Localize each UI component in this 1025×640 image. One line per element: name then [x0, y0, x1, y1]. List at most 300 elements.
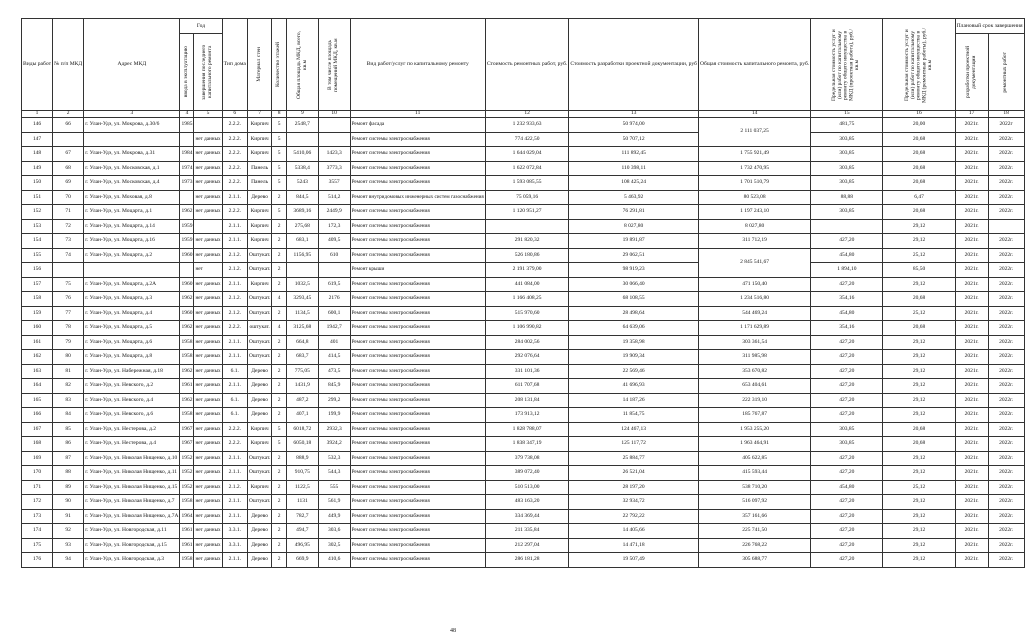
year-last-repair-cell: нет данных [194, 451, 222, 466]
work-type-cell: Ремонт системы электроснабжения [350, 553, 485, 568]
limit-cost-design-cell: 427,20 [811, 277, 883, 292]
house-type-cell: 2.2.2. [222, 132, 247, 147]
limit-cost-design-cell: 303,85 [811, 437, 883, 452]
premises-area-cell: 401 [318, 335, 350, 350]
deadline-design-cell: 2021г. [955, 495, 988, 510]
limit-cost-repair-cell: 29,12 [883, 509, 955, 524]
limit-cost-design-cell: 303,85 [811, 176, 883, 191]
year-last-repair-cell: нет данных [194, 335, 222, 350]
address-cell: г. Улан-Удэ, ул. Моцарта, д.2А [84, 277, 180, 292]
work-type-cell: Ремонт системы электроснабжения [350, 161, 485, 176]
deadline-repair-cell: 2022г. [988, 190, 1024, 205]
floors-cell: 2 [272, 248, 287, 263]
address-cell: г. Улан-Удэ, ул. Новгородская, д.15 [84, 538, 180, 553]
premises-area-cell: 845,9 [318, 379, 350, 394]
column-number: 1 [22, 111, 53, 118]
total-cost-cell: 1 171 629,89 [698, 321, 810, 336]
year-commissioned-cell: 1958 [180, 495, 194, 510]
total-cost-cell: 1 234 516,80 [698, 292, 810, 307]
design-cost-cell: 19 891,87 [569, 234, 699, 249]
floors-cell: 4 [272, 292, 287, 307]
limit-cost-design-cell: 427,20 [811, 234, 883, 249]
header-design-cost: Стоимость разработки проектной документации, руб [569, 19, 699, 111]
limit-cost-design-cell: 454,80 [811, 248, 883, 263]
premises-area-cell: 561,9 [318, 495, 350, 510]
premises-area-cell: 514,2 [318, 190, 350, 205]
total-area-cell: 1032,5 [286, 277, 318, 292]
floors-cell: 2 [272, 495, 287, 510]
total-area-cell: 6018,72 [286, 422, 318, 437]
header-year-group: Год [180, 19, 222, 34]
deadline-repair-cell: 2022г. [988, 205, 1024, 220]
header-year-commissioned: ввода в эксплуатацию [180, 34, 194, 111]
repair-cost-cell: 331 101,36 [485, 364, 569, 379]
house-type-cell: 2.1.1. [222, 509, 247, 524]
row-number: 162 [22, 350, 53, 365]
row-number: 150 [22, 176, 53, 191]
limit-cost-repair-cell: 29,12 [883, 379, 955, 394]
design-cost-cell: 110 398,11 [569, 161, 699, 176]
row-number: 147 [22, 132, 53, 147]
deadline-design-cell: 2021г. [955, 364, 988, 379]
limit-cost-repair-cell: 6,47 [883, 190, 955, 205]
limit-cost-design-cell: 427,20 [811, 451, 883, 466]
repair-cost-cell: 211 335,84 [485, 524, 569, 539]
work-type-cell: Ремонт внутридомовых инженерных систем газоснабжения [350, 190, 485, 205]
year-last-repair-cell: нет данных [194, 306, 222, 321]
design-cost-cell: 50 707,12 [569, 132, 699, 147]
work-type-cell: Ремонт системы электроснабжения [350, 335, 485, 350]
design-cost-cell: 76 291,81 [569, 205, 699, 220]
address-cell: г. Улан-Удэ, ул. Новгородская, д.3 [84, 553, 180, 568]
premises-area-cell: 2449,9 [318, 205, 350, 220]
table-row [22, 292, 1025, 307]
total-cost-cell: 80 523,08 [698, 190, 810, 205]
mkd-number: 74 [53, 248, 84, 263]
work-type-cell: Ремонт системы электроснабжения [350, 495, 485, 510]
limit-cost-repair-cell: 20,68 [883, 161, 955, 176]
deadline-design-cell: 2021г. [955, 480, 988, 495]
repair-cost-cell [485, 219, 569, 234]
total-cost-cell: 1 197 243,10 [698, 205, 810, 220]
wall-material-cell: Кирпич [247, 437, 272, 452]
year-last-repair-cell: нет данных [194, 364, 222, 379]
header-address: Адрес МКД [84, 19, 180, 111]
wall-material-cell: Оштукат. [247, 292, 272, 307]
work-type-cell: Ремонт системы электроснабжения [350, 393, 485, 408]
limit-cost-design-cell: 303,85 [811, 132, 883, 147]
mkd-number: 94 [53, 553, 84, 568]
deadline-repair-cell: 2022г. [988, 350, 1024, 365]
design-cost-cell: 25 884,77 [569, 451, 699, 466]
row-number: 165 [22, 393, 53, 408]
limit-cost-repair-cell: 20,68 [883, 437, 955, 452]
wall-material-cell: Дерево [247, 379, 272, 394]
house-type-cell: 2.2.2. [222, 437, 247, 452]
year-last-repair-cell: нет данных [194, 190, 222, 205]
repair-cost-cell: 1 166 408,25 [485, 292, 569, 307]
deadline-repair-cell: 2022г. [988, 553, 1024, 568]
work-type-cell: Ремонт системы электроснабжения [350, 219, 485, 234]
deadline-design-cell: 2021г. [955, 422, 988, 437]
total-area-cell: 775,05 [286, 364, 318, 379]
year-last-repair-cell: нет данных [194, 422, 222, 437]
total-area-cell: 487,2 [286, 393, 318, 408]
repair-cost-cell: 1 828 788,07 [485, 422, 569, 437]
total-cost-cell: 544 469,24 [698, 306, 810, 321]
total-area-cell: 6050,18 [286, 437, 318, 452]
total-area-cell: 3125,68 [286, 321, 318, 336]
work-type-cell: Ремонт системы электроснабжения [350, 277, 485, 292]
address-cell [84, 132, 180, 147]
total-cost-cell: 225 741,50 [698, 524, 810, 539]
premises-area-cell [318, 132, 350, 147]
year-last-repair-cell: нет данных [194, 147, 222, 162]
header-house-type: Тип дома [222, 19, 247, 111]
total-area-cell: 910,75 [286, 466, 318, 481]
limit-cost-design-cell: 427,20 [811, 538, 883, 553]
table-row [22, 408, 1025, 423]
mkd-number: 82 [53, 379, 84, 394]
table-row [22, 263, 1025, 278]
mkd-number: 68 [53, 161, 84, 176]
house-type-cell: 2.1.1. [222, 350, 247, 365]
limit-cost-design-cell: 481,75 [811, 118, 883, 133]
year-last-repair-cell: нет данных [194, 495, 222, 510]
deadline-design-cell: 2021г. [955, 524, 988, 539]
design-cost-cell: 14 405,66 [569, 524, 699, 539]
floors-cell: 2 [272, 277, 287, 292]
header-planned-deadline: Плановый срок завершения [955, 19, 1024, 34]
design-cost-cell: 22 569,46 [569, 364, 699, 379]
mkd-number [53, 263, 84, 278]
wall-material-cell: Кирпич [247, 118, 272, 133]
repair-cost-cell: 1 593 085,55 [485, 176, 569, 191]
deadline-repair-cell: 2022г. [988, 495, 1024, 510]
wall-material-cell: Кирпич [247, 277, 272, 292]
limit-cost-design-cell: 427,20 [811, 335, 883, 350]
repair-cost-cell: 611 707,68 [485, 379, 569, 394]
mkd-number: 69 [53, 176, 84, 191]
house-type-cell: 2.2.2. [222, 118, 247, 133]
year-last-repair-cell: нет данных [194, 408, 222, 423]
total-area-cell: 683,7 [286, 350, 318, 365]
total-cost-cell: 538 710,20 [698, 480, 810, 495]
total-area-cell: 5410,06 [286, 147, 318, 162]
mkd-number: 87 [53, 451, 84, 466]
deadline-design-cell: 2021г. [955, 553, 988, 568]
year-last-repair-cell: нет данных [194, 524, 222, 539]
year-commissioned-cell [180, 132, 194, 147]
column-number: 12 [485, 111, 569, 118]
row-number: 160 [22, 321, 53, 336]
wall-material-cell: Кирпич [247, 147, 272, 162]
table-row [22, 480, 1025, 495]
deadline-repair-cell: 2022г. [988, 306, 1024, 321]
deadline-repair-cell: 2022г. [988, 263, 1024, 278]
deadline-design-cell: 2021г. [955, 451, 988, 466]
table-row [22, 553, 1025, 568]
wall-material-cell: Оштукат. [247, 248, 272, 263]
table-row [22, 205, 1025, 220]
limit-cost-design-cell: 427,20 [811, 509, 883, 524]
header-vidy-rabot: Виды работ [22, 19, 53, 111]
deadline-design-cell: 2021г. [955, 538, 988, 553]
deadline-design-cell: 2021г. [955, 408, 988, 423]
floors-cell: 2 [272, 263, 287, 278]
year-commissioned-cell: 1961 [180, 379, 194, 394]
design-cost-cell: 28 197,20 [569, 480, 699, 495]
column-number: 3 [84, 111, 180, 118]
floors-cell: 2 [272, 190, 287, 205]
work-type-cell: Ремонт системы электроснабжения [350, 524, 485, 539]
year-last-repair-cell: нет данных [194, 234, 222, 249]
column-number: 9 [286, 111, 318, 118]
wall-material-cell: Дерево [247, 538, 272, 553]
table-row [22, 393, 1025, 408]
deadline-repair-cell: 2022г. [988, 379, 1024, 394]
premises-area-cell: 414,5 [318, 350, 350, 365]
year-commissioned-cell: 1958 [180, 553, 194, 568]
limit-cost-design-cell: 454,80 [811, 480, 883, 495]
mkd-number: 81 [53, 364, 84, 379]
total-area-cell: 888,9 [286, 451, 318, 466]
address-cell: г. Улан-Удэ, ул. Моцарта, д.6 [84, 335, 180, 350]
deadline-repair-cell: 2022г. [988, 161, 1024, 176]
limit-cost-repair-cell: 29,12 [883, 538, 955, 553]
total-cost-cell: 305 688,77 [698, 553, 810, 568]
address-cell: г. Улан-Удэ, ул. Мокрова, д.30/6 [84, 118, 180, 133]
year-last-repair-cell: нет данных [194, 292, 222, 307]
address-cell: г. Улан-Удэ, ул. Новгородская, д.11 [84, 524, 180, 539]
deadline-design-cell: 2021г. [955, 277, 988, 292]
row-number: 156 [22, 263, 53, 278]
premises-area-cell: 3557 [318, 176, 350, 191]
total-area-cell: 407,1 [286, 408, 318, 423]
design-cost-cell: 98 919,23 [569, 263, 699, 278]
header-repair-cost: Стоимость ремонтных работ, руб. [485, 19, 569, 111]
floors-cell: 5 [272, 118, 287, 133]
deadline-repair-cell: 2022г. [988, 466, 1024, 481]
limit-cost-design-cell: 427,20 [811, 495, 883, 510]
total-area-cell: 844,5 [286, 190, 318, 205]
address-cell: г. Улан-Удэ, ул. Московская, д.4 [84, 176, 180, 191]
year-last-repair-cell: нет данных [194, 437, 222, 452]
premises-area-cell: 199,9 [318, 408, 350, 423]
total-cost-cell: 415 593,44 [698, 466, 810, 481]
address-cell: г. Улан-Удэ, ул. Николая Нищенко, д.15 [84, 480, 180, 495]
house-type-cell: 2.1.2. [222, 292, 247, 307]
design-cost-cell: 32 934,72 [569, 495, 699, 510]
total-area-cell: 494,7 [286, 524, 318, 539]
work-type-cell: Ремонт системы электроснабжения [350, 205, 485, 220]
table-row [22, 379, 1025, 394]
column-number: 15 [811, 111, 883, 118]
premises-area-cell: 2176 [318, 292, 350, 307]
repair-cost-cell: 284 002,56 [485, 335, 569, 350]
table-row [22, 350, 1025, 365]
table-row [22, 422, 1025, 437]
repair-cost-cell: 1 106 990,82 [485, 321, 569, 336]
column-number: 16 [883, 111, 955, 118]
deadline-design-cell: 2021г. [955, 335, 988, 350]
address-cell: г. Улан-Удэ, ул. Николая Нищенко, д.7А [84, 509, 180, 524]
design-cost-cell: 29 062,51 [569, 248, 699, 263]
total-area-cell: 1156,95 [286, 248, 318, 263]
deadline-design-cell: 2021г. [955, 509, 988, 524]
address-cell: г. Улан-Удэ, ул. Моцарта, д.5 [84, 321, 180, 336]
year-last-repair-cell: нет данных [194, 248, 222, 263]
year-commissioned-cell: 1961 [180, 524, 194, 539]
total-area-cell: 2548,7 [286, 118, 318, 133]
deadline-design-cell: 2021г. [955, 132, 988, 147]
mkd-number: 86 [53, 437, 84, 452]
premises-area-cell: 473,5 [318, 364, 350, 379]
header-wall-material: Материал стен [247, 19, 272, 111]
year-commissioned-cell: 1958 [180, 408, 194, 423]
row-number: 151 [22, 190, 53, 205]
floors-cell: 2 [272, 335, 287, 350]
total-area-cell: 275,68 [286, 219, 318, 234]
deadline-design-cell: 2021г. [955, 437, 988, 452]
row-number: 146 [22, 118, 53, 133]
total-area-cell: 683,1 [286, 234, 318, 249]
floors-cell: 5 [272, 437, 287, 452]
year-last-repair-cell [194, 118, 222, 133]
row-number: 166 [22, 408, 53, 423]
house-type-cell: 2.1.1. [222, 495, 247, 510]
floors-cell: 5 [272, 132, 287, 147]
total-cost-cell: 653 404,61 [698, 379, 810, 394]
wall-material-cell: Дерево [247, 509, 272, 524]
design-cost-cell: 14 187,26 [569, 393, 699, 408]
design-cost-cell: 8 027,80 [569, 219, 699, 234]
year-last-repair-cell: нет данных [194, 350, 222, 365]
table-row [22, 147, 1025, 162]
work-type-cell: Ремонт системы электроснабжения [350, 350, 485, 365]
row-number: 171 [22, 480, 53, 495]
year-last-repair-cell: нет данных [194, 466, 222, 481]
deadline-repair-cell: 2022г [988, 118, 1024, 133]
wall-material-cell: Дерево [247, 524, 272, 539]
deadline-design-cell: 2021г. [955, 118, 988, 133]
house-type-cell: 2.1.1. [222, 553, 247, 568]
wall-material-cell: Оштукат. [247, 306, 272, 321]
deadline-repair-cell [988, 219, 1024, 234]
wall-material-cell: Дерево [247, 190, 272, 205]
floors-cell: 2 [272, 234, 287, 249]
table-row [22, 437, 1025, 452]
premises-area-cell: 303,6 [318, 524, 350, 539]
address-cell: г. Улан-Удэ, ул. Моцарта, д.1 [84, 205, 180, 220]
limit-cost-repair-cell: 20,68 [883, 422, 955, 437]
total-cost-cell: 1 701 510,79 [698, 176, 810, 191]
total-cost-cell: 357 161,66 [698, 509, 810, 524]
deadline-repair-cell: 2022г. [988, 480, 1024, 495]
year-commissioned-cell: 1962 [180, 364, 194, 379]
limit-cost-design-cell: 427,20 [811, 350, 883, 365]
limit-cost-repair-cell: 20,68 [883, 321, 955, 336]
premises-area-cell: 1423,3 [318, 147, 350, 162]
floors-cell: 2 [272, 350, 287, 365]
deadline-design-cell: 2021г. [955, 248, 988, 263]
mkd-number: 80 [53, 350, 84, 365]
house-type-cell: 2.2.2. [222, 321, 247, 336]
row-number: 149 [22, 161, 53, 176]
header-deadline-design: разработки проектной документации [955, 34, 988, 111]
design-cost-cell: 30 066,40 [569, 277, 699, 292]
header-total-area: Общая площадь МКД, всего, кв.м [286, 19, 318, 111]
header-floors: Количество этажей [272, 19, 287, 111]
floors-cell: 2 [272, 480, 287, 495]
deadline-repair-cell: 2022г. [988, 422, 1024, 437]
deadline-repair-cell: 2022г. [988, 393, 1024, 408]
deadline-repair-cell: 2022г. [988, 538, 1024, 553]
address-cell: г. Улан-Удэ, ул. Николая Нищенко, д.10 [84, 451, 180, 466]
repair-cost-cell: 1 644 029,04 [485, 147, 569, 162]
year-commissioned-cell: 1964 [180, 509, 194, 524]
work-type-cell: Ремонт фасада [350, 118, 485, 133]
house-type-cell: 6.1. [222, 393, 247, 408]
deadline-repair-cell: 2022г. [988, 524, 1024, 539]
house-type-cell: 6.1. [222, 364, 247, 379]
table-body [22, 118, 1025, 568]
repair-cost-cell: 212 297,04 [485, 538, 569, 553]
year-last-repair-cell: нет данных [194, 379, 222, 394]
floors-cell: 2 [272, 219, 287, 234]
limit-cost-design-cell [811, 219, 883, 234]
house-type-cell: 2.2.2. [222, 176, 247, 191]
address-cell: г. Улан-Удэ, ул. Невского, д.2 [84, 379, 180, 394]
total-area-cell: 3293,45 [286, 292, 318, 307]
deadline-design-cell: 2021г. [955, 147, 988, 162]
work-type-cell: Ремонт системы электроснабжения [350, 364, 485, 379]
work-type-cell: Ремонт системы электроснабжения [350, 234, 485, 249]
repair-cost-cell: 334 369,44 [485, 509, 569, 524]
design-cost-cell: 5 463,92 [569, 190, 699, 205]
address-cell: г. Улан-Удэ, ул. Николая Нищенко, д.7 [84, 495, 180, 510]
mkd-number [53, 132, 84, 147]
deadline-repair-cell: 2022г. [988, 234, 1024, 249]
deadline-design-cell: 2021г. [955, 350, 988, 365]
limit-cost-design-cell: 303,85 [811, 422, 883, 437]
work-type-cell: Ремонт системы электроснабжения [350, 321, 485, 336]
repair-register-table [21, 18, 1025, 568]
year-commissioned-cell: 1962 [180, 292, 194, 307]
limit-cost-repair-cell: 29,12 [883, 364, 955, 379]
year-commissioned-cell: 1960 [180, 306, 194, 321]
year-last-repair-cell [194, 219, 222, 234]
design-cost-cell: 64 639,06 [569, 321, 699, 336]
table-row [22, 234, 1025, 249]
row-number: 169 [22, 451, 53, 466]
column-number: 4 [180, 111, 194, 118]
row-number: 148 [22, 147, 53, 162]
deadline-design-cell: 2021г. [955, 466, 988, 481]
limit-cost-design-cell: 1 894,10 [811, 263, 883, 278]
wall-material-cell: Дерево [247, 408, 272, 423]
limit-cost-design-cell: 427,20 [811, 466, 883, 481]
wall-material-cell: Оштукат. [247, 263, 272, 278]
deadline-design-cell: 2021г. [955, 205, 988, 220]
premises-area-cell: 544,3 [318, 466, 350, 481]
house-type-cell: 2.1.1. [222, 466, 247, 481]
house-type-cell: 2.1.1. [222, 190, 247, 205]
premises-area-cell [318, 263, 350, 278]
year-last-repair-cell: нет данных [194, 509, 222, 524]
wall-material-cell: Кирпич [247, 480, 272, 495]
repair-cost-cell: 389 072,40 [485, 466, 569, 481]
